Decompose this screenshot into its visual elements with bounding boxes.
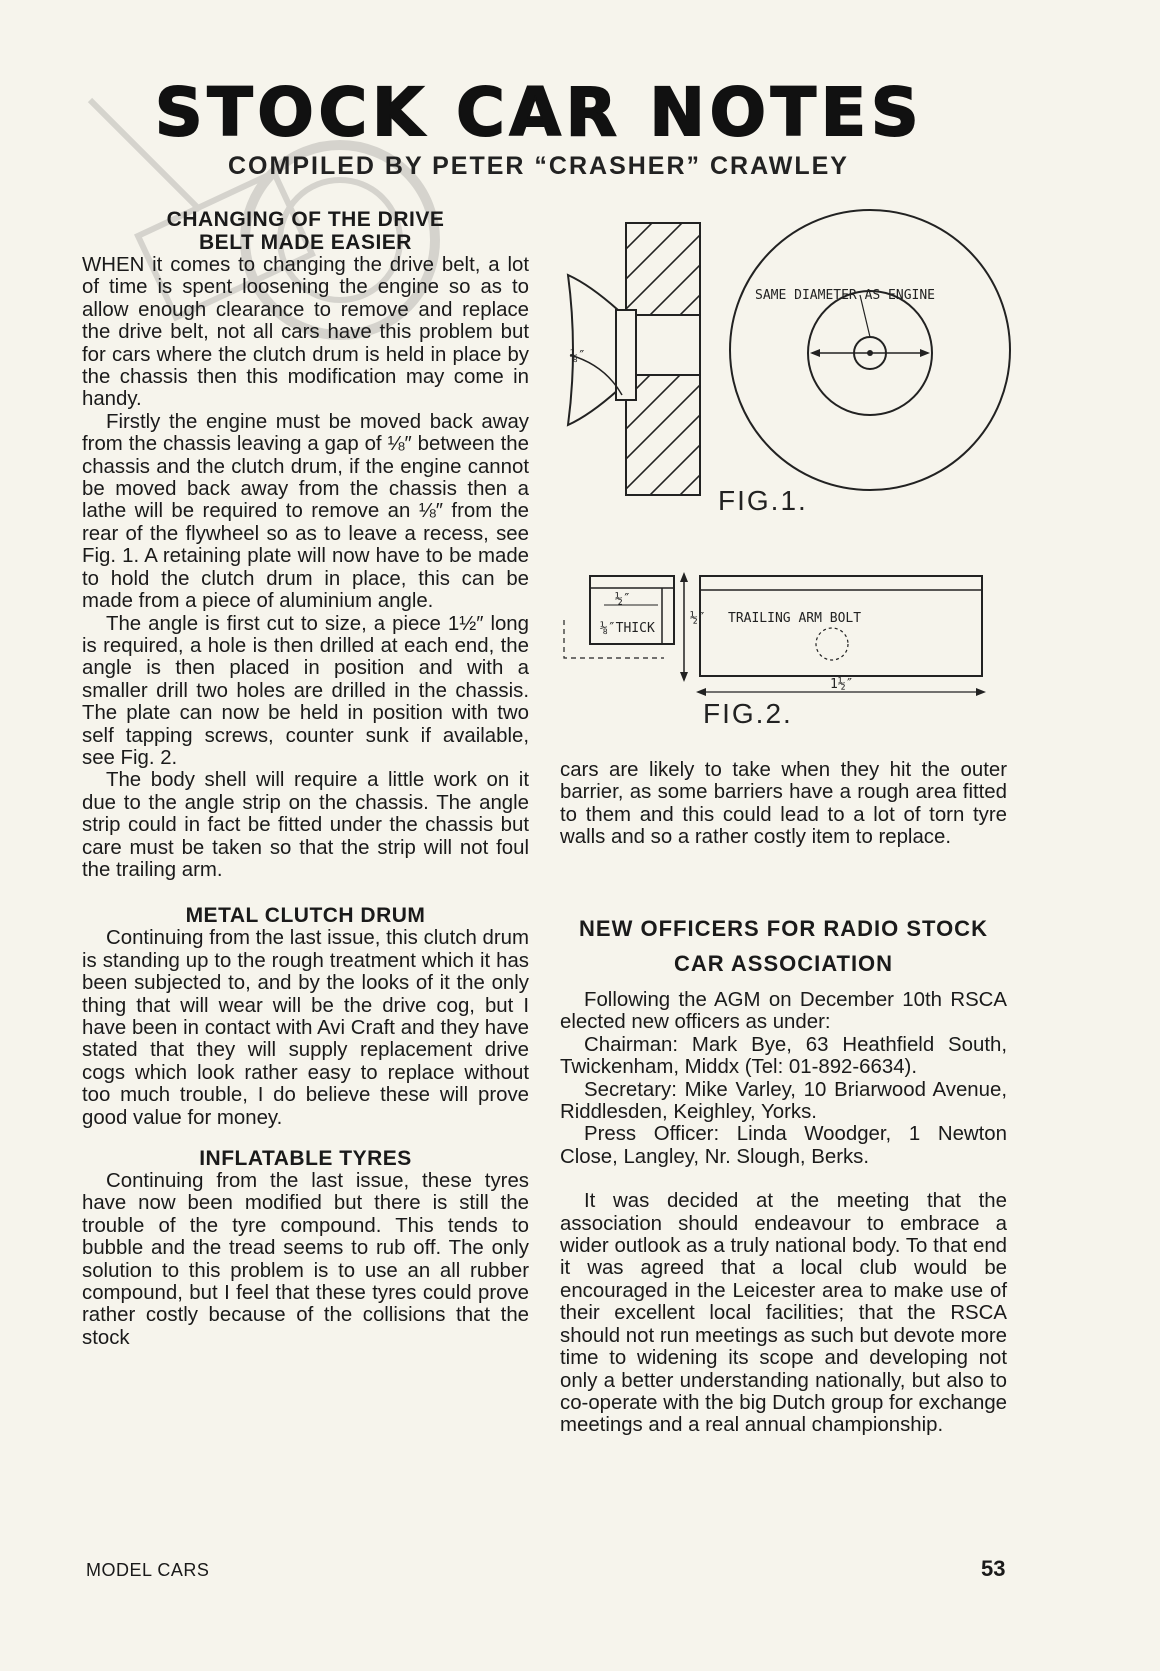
figure-1-diagram xyxy=(560,215,1020,515)
section-heading-new-officers xyxy=(560,911,1007,981)
section-heading-tyres: INFLATABLE TYRES xyxy=(199,1147,412,1171)
fig2-label: TRAILING ARM BOLT xyxy=(728,611,862,626)
figure-1-caption: FIG.1. xyxy=(718,485,808,516)
paragraph: Secretary: Mike Varley, 10 Briarwood Avenue, Riddlesden, Keighley, Yorks. xyxy=(560,1078,1007,1124)
footer-magazine-name: MODEL CARS xyxy=(86,1560,210,1580)
paragraph: WHEN it comes to changing the drive belt, a lot of time is spent loosening the engine so as to allow enough clearance to remove and replace the drive belt, not all cars have this problem but for cars where the clutch drum is held in place by the chassis then this modification may come in handy. xyxy=(82,254,529,411)
fig2-thick: ⅛″THICK xyxy=(600,621,655,636)
figure-2-caption: FIG.2. xyxy=(703,698,793,729)
page-title: STOCK CAR NOTES xyxy=(155,74,924,151)
paragraph: Following the AGM on December 10th RSCA elected new officers as under: xyxy=(560,989,1007,1034)
byline: COMPILED BY PETER “CRASHER” CRAWLEY xyxy=(228,152,849,180)
heading-line: BELT MADE EASIER xyxy=(199,231,412,254)
right-column-top xyxy=(560,759,1007,849)
heading-line: CHANGING OF THE DRIVE xyxy=(166,208,445,231)
right-column-bottom xyxy=(560,911,1007,1437)
figure-2-diagram xyxy=(560,570,1000,700)
paragraph: Firstly the engine must be moved back away from the chassis leaving a gap of ⅛″ between the chassis and the clutch drum, if the engine cannot be moved back away from the chassis then a lathe will be required to remove an ⅛″ from the rear of the flywheel so as to leave a recess, see Fig. 1. A retaining plate will now have to be made to hold the clutch drum in place, this can be made from a piece of aluminium angle. xyxy=(82,410,529,613)
heading-line: NEW OFFICERS FOR RADIO STOCK xyxy=(579,916,988,941)
fig1-dimension: ⅛″ xyxy=(570,349,586,364)
fig2-half: ½″ xyxy=(615,592,631,607)
left-column xyxy=(82,208,529,1349)
heading-line: CAR ASSOCIATION xyxy=(673,951,894,976)
paragraph: The body shell will require a little work on it due to the angle strip on the chassis. The angle strip could in fact be fitted under the chassis but care must be taken so that the strip will not foul the trailing arm. xyxy=(82,769,529,881)
paragraph: It was decided at the meeting that the association should endeavour to embrace a wider outlook as a truly national body. To that end it was agreed that a local club would be encouraged in the Leicester area to make use of their excellent local facilities; that the RSCA should not run meetings as such but devote more time to widening its scope and developing not only a better understanding nationally, but also to co-operate with the big Dutch group for exchange meetings and a real annual championship. xyxy=(560,1190,1007,1437)
paragraph: The angle is first cut to size, a piece 1½″ long is required, a hole is then drilled at each end, the angle is then placed in position and with a smaller drill two holes are drilled in the chassis. The plate can now be held in position with two self tapping screws, counter sunk if available, see Fig. 2. xyxy=(82,612,529,769)
fig2-length: 1½″ xyxy=(830,677,854,692)
fig1-label: SAME DIAMETER AS ENGINE xyxy=(755,288,936,303)
page-number: 53 xyxy=(981,1556,1006,1581)
paragraph: Continuing from the last issue, these tyres have now been modified but there is still the trouble of the tyre compound. This tends to bubble and the tread seems to rub off. The only solution to this problem is to use an all rubber compound, but I feel that these tyres could prove rather costly because of the collisions that the stock xyxy=(82,1170,529,1349)
section-heading-clutch-drum: METAL CLUTCH DRUM xyxy=(185,904,426,928)
fig2-height: ½″ xyxy=(690,611,706,626)
section-heading-drive-belt xyxy=(82,208,529,254)
paragraph: cars are likely to take when they hit the outer barrier, as some barriers have a rough area fitted to them and this could lead to a lot of torn tyre walls and so a rather costly item to replace. xyxy=(560,759,1007,849)
paragraph: Chairman: Mark Bye, 63 Heathfield South, Twickenham, Middx (Tel: 01-892-6634). xyxy=(560,1033,1007,1079)
paragraph: Press Officer: Linda Woodger, 1 Newton Close, Langley, Nr. Slough, Berks. xyxy=(560,1123,1007,1168)
paragraph: Continuing from the last issue, this clutch drum is standing up to the rough treatment which it has been subjected to, and by the looks of it the only thing that will wear will be the drive cog, but I have been in contact with Avi Craft and they have stated that they will supply replacement drive cogs which look rather easy to replace without too much trouble, I do believe these will prove good value for money. xyxy=(82,927,529,1129)
